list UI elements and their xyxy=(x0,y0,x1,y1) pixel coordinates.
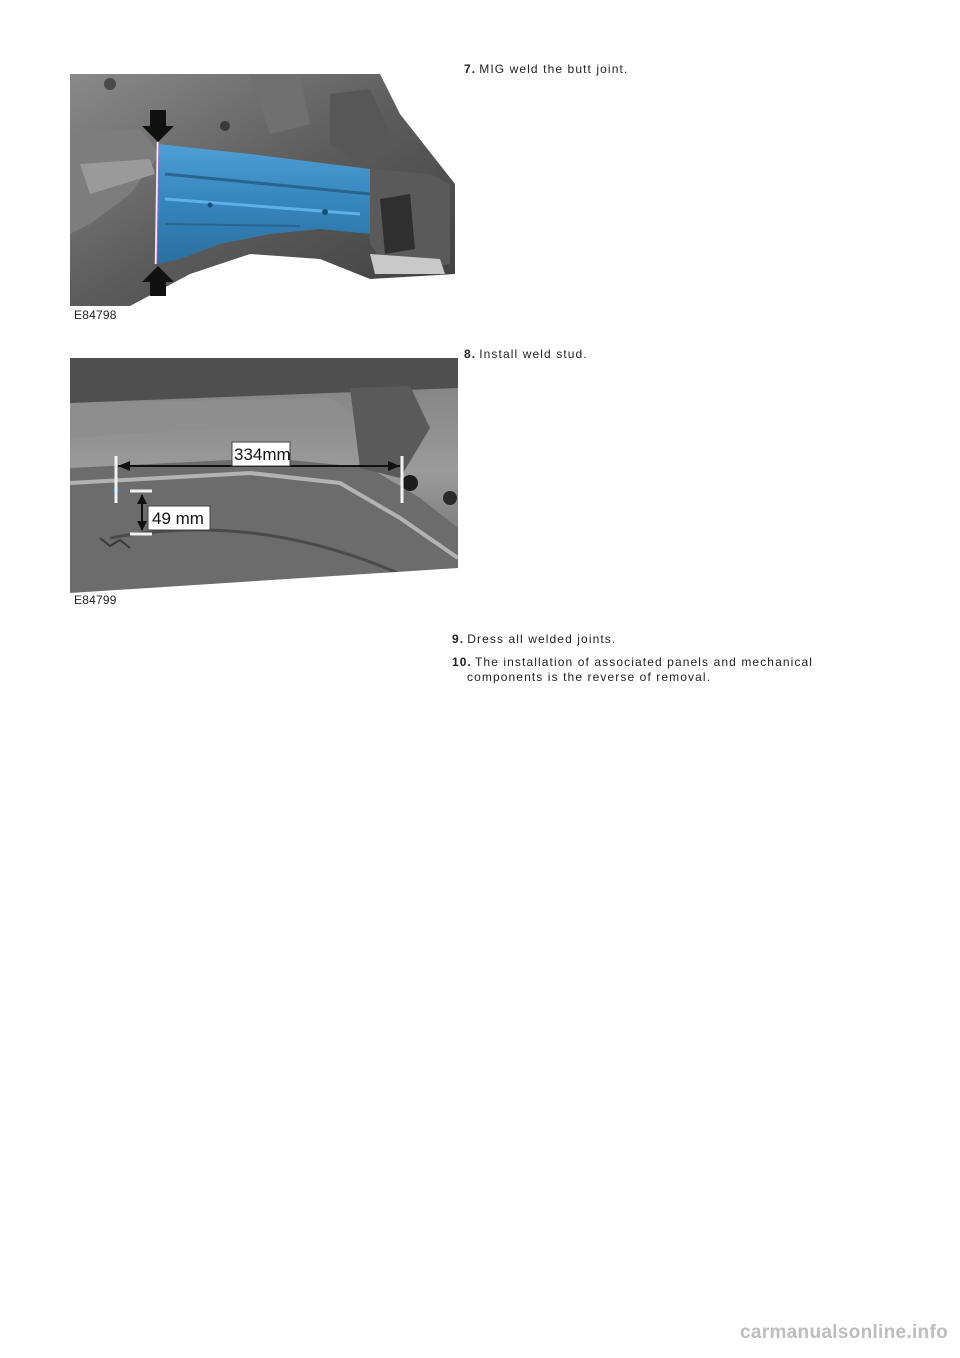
figure-label: E84799 xyxy=(74,593,117,607)
step-number: 10. xyxy=(452,655,472,669)
watermark: carmanualsonline.info xyxy=(740,1322,948,1343)
step-text-continued: components is the reverse of removal. xyxy=(467,670,712,684)
step-number: 9. xyxy=(452,632,465,646)
step-text: MIG weld the butt joint. xyxy=(479,62,629,76)
step-8 xyxy=(464,347,588,362)
step-number: 8. xyxy=(464,347,477,361)
step-text: Dress all welded joints. xyxy=(467,632,617,646)
photo-weld-stud xyxy=(70,358,458,610)
step-7 xyxy=(464,62,628,77)
dimension-horizontal: 334mm xyxy=(234,445,291,464)
step-10 xyxy=(452,655,813,685)
figure-weld-stud-location xyxy=(70,358,458,610)
figure-label: E84798 xyxy=(74,308,117,322)
step-text: Install weld stud. xyxy=(479,347,588,361)
dimension-vertical: 49 mm xyxy=(152,509,204,528)
figure-weld-butt-joint xyxy=(70,74,455,306)
step-number: 7. xyxy=(464,62,477,76)
step-text: The installation of associated panels and mechanical xyxy=(474,655,814,669)
photo-panel-butt-joint xyxy=(70,74,455,306)
step-9 xyxy=(452,632,616,647)
